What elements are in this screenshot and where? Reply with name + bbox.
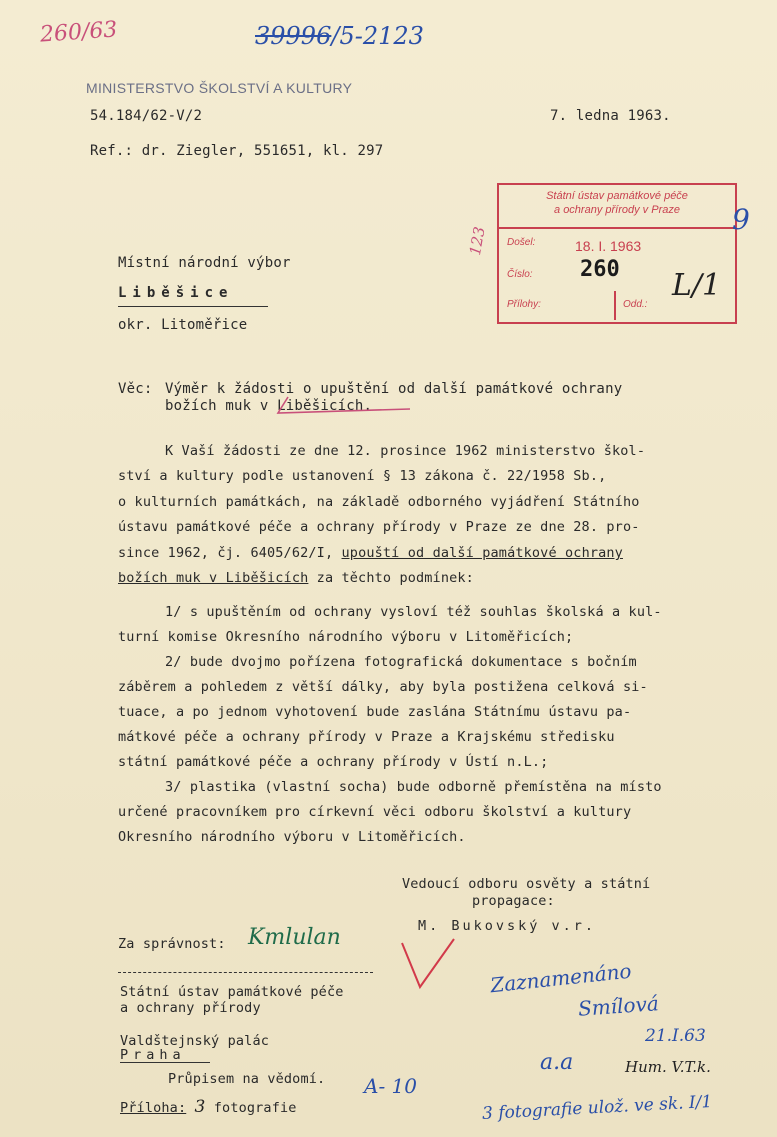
body-p1-line1: K Vaší žádosti ze dne 12. prosince 1962 ministerstvo škol- (165, 443, 646, 459)
note-a-number: A- 10 (364, 1074, 418, 1098)
stamp-label-prilohy: Přílohy: (507, 299, 541, 310)
stamp-label-cislo: Číslo: (507, 269, 533, 280)
footer-addressee2: a ochrany přírody (120, 1000, 261, 1016)
stamp-divider (499, 227, 735, 229)
footer-addressee4: Praha (120, 1047, 186, 1063)
attachment-count: 3 (194, 1097, 206, 1117)
stamp-label-odd: Odd.: (623, 299, 648, 310)
condition3-line3: Okresního národního výboru v Litoměřicích. (118, 829, 466, 845)
signature-title-line1: Vedoucí odboru osvěty a státní (402, 876, 651, 892)
body-p1-line6 (118, 570, 474, 586)
received-date-stamp: 18. I. 1963 (575, 238, 642, 254)
recipient-line2: Liběšice (118, 285, 234, 301)
recipient-line3: okr. Litoměřice (118, 317, 248, 333)
document-reference: 54.184/62-V/2 (90, 108, 203, 124)
file-number-handwritten: 260/63 (39, 17, 119, 48)
condition2-line5: státní památkové péče a ochrany přírody v Ústí n.L.; (118, 754, 549, 770)
note-aa: a.a (540, 1050, 574, 1075)
body-p1-decision: upouští od další památkové ochrany (341, 545, 623, 561)
reference-rest: /5-2123 (331, 22, 424, 50)
reference-handwritten (255, 22, 424, 50)
stamp-header (499, 189, 735, 217)
stamp-title-line1: Státní ústav památkové péče (546, 190, 688, 202)
condition1-line1: 1/ s upuštěním od ochrany vysloví též souhlas školská a kul- (165, 604, 662, 620)
attachment-label: Příloha: (120, 1100, 187, 1116)
stamp-title-line2: a ochrany přírody v Praze (554, 204, 680, 216)
condition1-line2: turní komise Okresního národního výboru v Litoměřicích; (118, 629, 574, 645)
red-check-mark (398, 935, 458, 995)
body-p1-object: božích muk v Liběšicích (118, 570, 309, 586)
note-zaznamenano: Zaznamenáno (489, 958, 633, 998)
document-date: 7. ledna 1963. (550, 108, 671, 124)
condition3-line1: 3/ plastika (vlastní socha) bude odborně přemístěna na místo (165, 779, 662, 795)
signature-title-line2: propagace: (472, 893, 555, 909)
subject-line1: Výměr k žádosti o upuštění od další památkové ochrany (165, 381, 623, 397)
pink-pencil-mark (270, 393, 420, 417)
footer-addressee1: Státní ústav památkové péče (120, 984, 344, 1000)
ministry-stamp: MINISTERSTVO ŠKOLSTVÍ A KULTURY (86, 80, 353, 96)
body-p1-line5 (118, 545, 623, 561)
za-spravnost-label: Za správnost: (118, 936, 226, 952)
referent-line: Ref.: dr. Ziegler, 551651, kl. 297 (90, 143, 384, 159)
condition3-line2: určené pracovníkem pro církevní věci odboru školství a kultury (118, 804, 632, 820)
stamp-side-note: 123 (465, 225, 489, 257)
condition2-line2: záběrem a pohledem z větší dálky, aby byla postižena celková si- (118, 679, 648, 695)
footer-addressee3: Valdštejnský palác (120, 1033, 269, 1049)
subject-label: Věc: (118, 381, 153, 397)
registry-number-stamp: 260 (580, 257, 620, 282)
note-date: 21.I.63 (645, 1026, 706, 1046)
body-p1-line2: ství a kultury podle ustanovení § 13 zákona č. 22/1958 Sb., (118, 468, 607, 484)
body-p1-conditions: za těchto podmínek: (316, 570, 474, 586)
body-p1-line5-a: since 1962, čj. 6405/62/I, (118, 545, 334, 561)
attachment-text: fotografie (213, 1100, 297, 1116)
note-name: Smílová (577, 991, 660, 1021)
recipient-underline (118, 306, 268, 307)
signature-name: M. Bukovský v.r. (418, 918, 597, 934)
stamp-label-dosel: Došel: (507, 237, 536, 248)
stamp-corner-note: 9 (732, 203, 750, 236)
stamp-vline (614, 291, 616, 320)
recipient-line1: Místní národní výbor (118, 255, 291, 271)
body-p1-line3: o kulturních památkách, na základě odborného vyjádření Státního (118, 494, 640, 510)
subject-line2: božích muk v Liběšicích. (165, 398, 373, 414)
city-underline (120, 1062, 210, 1063)
struck-reference: 39996 (255, 22, 332, 50)
condition2-line1: 2/ bude dvojmo pořízena fotografická dokumentace s bočním (165, 654, 637, 670)
note-photos-filed: 3 fotografie ulož. ve sk. I/1 (481, 1091, 713, 1125)
attachment-line (120, 1097, 297, 1117)
footer-separator (118, 972, 373, 973)
cover-note: Průpisem na vědomí. (168, 1071, 326, 1087)
condition2-line3: tuace, a po jednom vyhotovení bude zaslána Státnímu ústavu pa- (118, 704, 632, 720)
note-initials: Hum. V.T.k. (625, 1058, 711, 1076)
body-p1-line4: ústavu památkové péče a ochrany přírody v Praze ze dne 28. pro- (118, 519, 640, 535)
department-handwritten: L/1 (672, 268, 722, 303)
condition2-line4: mátkové péče a ochrany přírody v Praze a Krajskému středisku (118, 729, 615, 745)
za-spravnost-signature: Kmlulan (248, 925, 341, 950)
